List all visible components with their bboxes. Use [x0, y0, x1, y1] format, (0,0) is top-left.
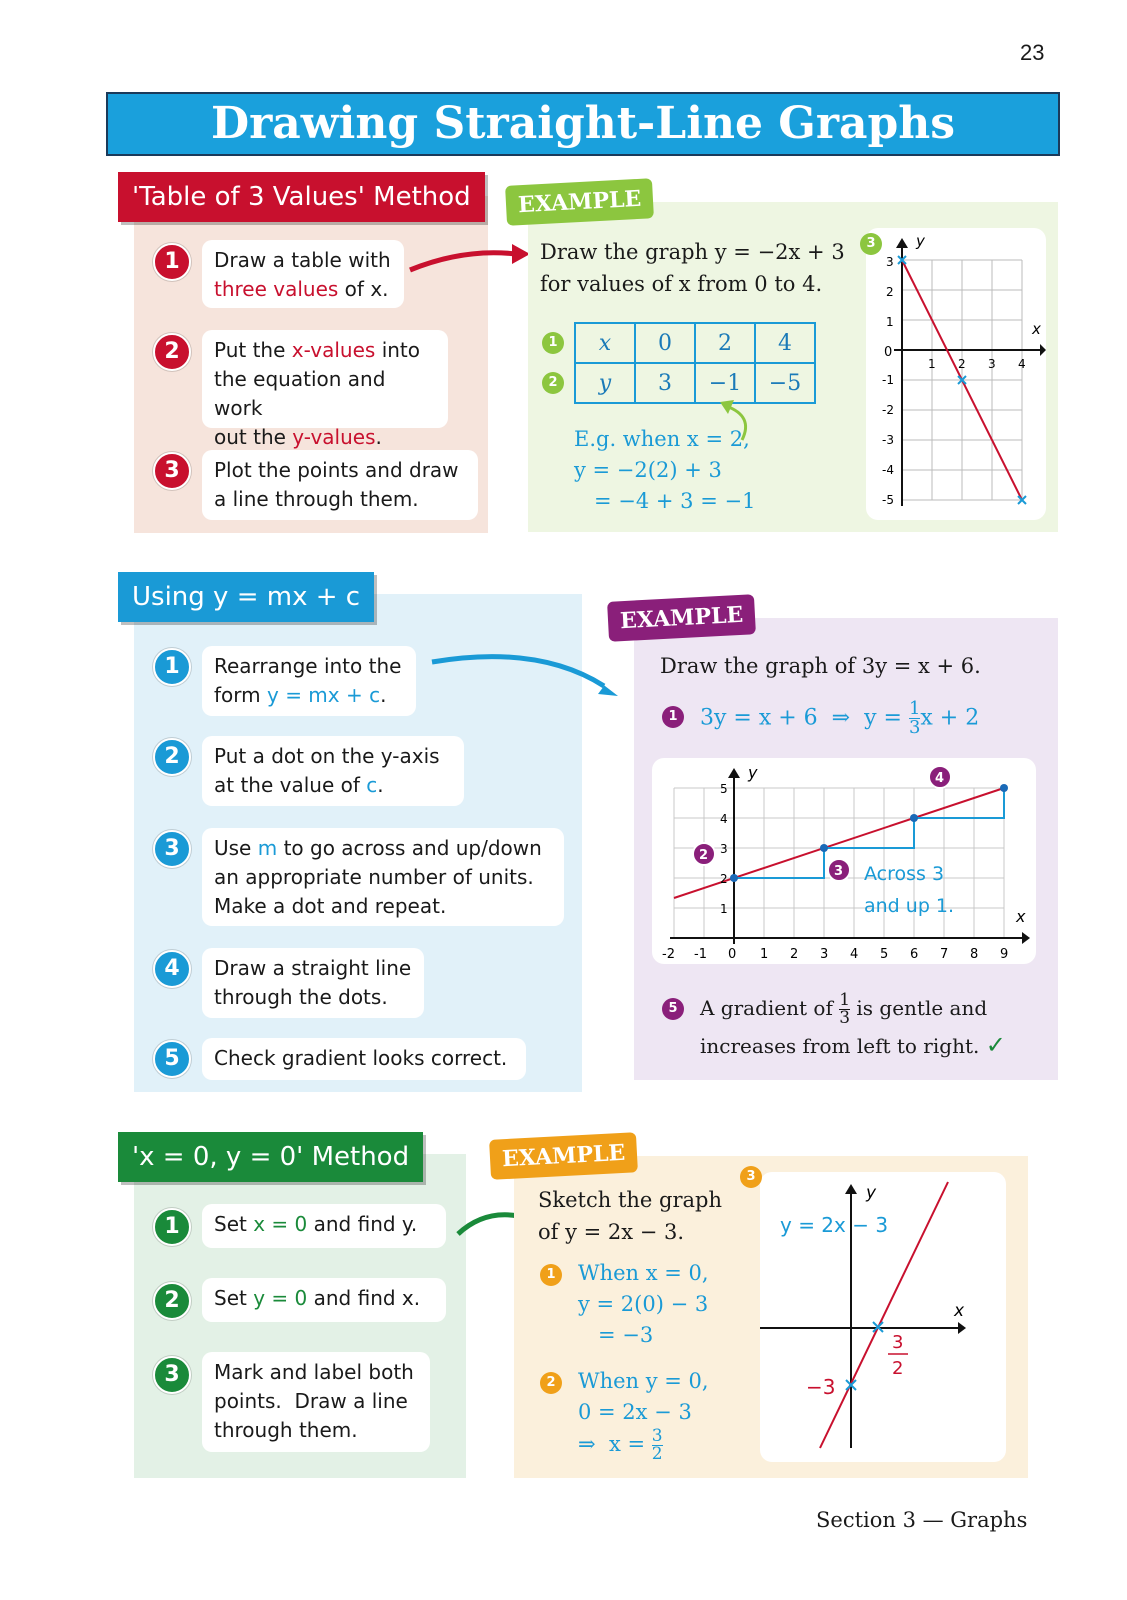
y-tick-label: 4 — [720, 812, 728, 826]
working-line: y = 2(0) − 3 — [578, 1292, 709, 1316]
x-tick-label: 2 — [790, 947, 799, 962]
x-tick-label: 6 — [910, 947, 919, 962]
table-cell: −5 — [755, 363, 815, 403]
step-number-badge: 2 — [540, 1372, 562, 1394]
x-intercept-den: 2 — [892, 1358, 904, 1379]
step-card — [202, 828, 564, 926]
working-line: When x = 0, — [578, 1261, 709, 1285]
fraction — [909, 700, 920, 737]
fraction-den: 3 — [839, 1008, 851, 1028]
origin-label: 0 — [728, 947, 737, 962]
table-cell: 2 — [695, 323, 755, 363]
table-cell: x — [575, 323, 635, 363]
y-axis-arrow — [896, 238, 908, 248]
working-line: y = −2(2) + 3 — [574, 458, 722, 482]
highlight-text: m — [257, 836, 278, 860]
working-line: = −4 + 3 = −1 — [594, 489, 756, 513]
x-tick-label: 3 — [988, 357, 996, 371]
y-tick-label: 3 — [720, 842, 728, 856]
highlight-text: y = 0 — [253, 1286, 308, 1310]
axis-label-x: x — [954, 1301, 965, 1321]
fraction — [652, 1428, 663, 1463]
step-text: an appropriate number of units. — [214, 865, 534, 889]
step-text: Use — [214, 836, 258, 860]
step-text: Draw a table with — [214, 248, 391, 272]
working-line: 0 = 2x − 3 — [578, 1400, 692, 1424]
highlight-text: c — [366, 773, 378, 797]
step-text: Rearrange into the — [214, 654, 402, 678]
step-card — [202, 1352, 430, 1452]
step-text: through the dots. — [214, 985, 388, 1009]
highlight-text: y-values — [292, 425, 376, 449]
table-cell: 3 — [635, 363, 695, 403]
step-text: Plot the points and draw — [214, 458, 459, 482]
x-axis-arrow — [958, 1322, 966, 1334]
page-number: 23 — [1020, 40, 1045, 65]
note-text: increases from left to right. — [700, 1034, 980, 1058]
step-text: to go across and up/down — [277, 836, 542, 860]
y-tick-label: -1 — [882, 373, 894, 387]
example-line: for values of x from 0 to 4. — [540, 272, 823, 296]
fraction-num: 3 — [651, 1426, 663, 1446]
step-card — [202, 1278, 446, 1322]
step-number-badge: 1 — [662, 706, 684, 728]
x-tick-label: 9 — [1000, 947, 1009, 962]
step-text: Mark and label both — [214, 1360, 414, 1384]
y-axis-arrow — [845, 1184, 857, 1194]
highlight-text: x = 0 — [253, 1212, 308, 1236]
y-tick-label: 5 — [720, 782, 728, 796]
highlight-text: x-values — [291, 338, 376, 362]
table-cell: −1 — [695, 363, 755, 403]
gradient-note — [700, 990, 1006, 1064]
graph-table-method — [866, 228, 1046, 520]
rearrange-right: x + 2 — [920, 705, 980, 731]
working-line: E.g. when x = 2, — [574, 427, 750, 451]
fraction-num: 1 — [839, 990, 851, 1010]
y-axis-arrow — [728, 768, 740, 778]
step-card — [202, 450, 478, 520]
highlight-text: three values — [214, 277, 339, 301]
step-text: at the value of — [214, 773, 367, 797]
step-number-badge: 2 — [153, 1282, 191, 1320]
step-card — [202, 646, 416, 716]
step-marker-label: 2 — [699, 848, 709, 863]
annotation-across: Across 3 — [864, 863, 945, 885]
x-tick-label: 1 — [928, 357, 936, 371]
step-number-badge: 2 — [153, 333, 191, 371]
origin-label: 0 — [884, 345, 893, 360]
page-title: Drawing Straight-Line Graphs — [106, 92, 1060, 156]
step-text: Make a dot and repeat. — [214, 894, 447, 918]
step-number-badge: 2 — [153, 738, 191, 776]
x-axis-arrow — [1022, 932, 1030, 944]
step-card — [202, 1204, 446, 1248]
step-number-badge: 4 — [153, 950, 191, 988]
y-tick-label: -4 — [882, 463, 894, 477]
step-text: out the — [214, 425, 293, 449]
step-number-badge: 3 — [153, 830, 191, 868]
working-line: = −3 — [598, 1323, 654, 1347]
step-text: . — [380, 683, 387, 707]
step-text: points. Draw a line — [214, 1389, 408, 1413]
table-row — [575, 323, 815, 363]
rearrange-left: 3y = x + 6 ⇒ y = — [700, 705, 909, 731]
annotation-up: and up 1. — [864, 895, 955, 917]
working-line: ⇒ x = — [578, 1432, 652, 1456]
table-row — [575, 363, 815, 403]
fraction — [839, 992, 850, 1027]
table-of-values — [574, 322, 816, 404]
step-text: Draw a straight line — [214, 956, 412, 980]
y-tick-label: -5 — [882, 493, 894, 507]
working-text — [578, 1366, 709, 1463]
axis-label-y: y — [916, 232, 925, 250]
x-tick-label: -1 — [694, 947, 707, 962]
step-text: into — [375, 338, 421, 362]
rearrange-equation — [700, 700, 979, 737]
x-tick-label: 2 — [958, 357, 966, 371]
step-card — [202, 736, 464, 806]
x-tick-label: -2 — [662, 947, 675, 962]
fraction-den: 3 — [908, 717, 921, 738]
x-tick-label: 1 — [760, 947, 769, 962]
table-cell: 4 — [755, 323, 815, 363]
arrow-icon — [404, 238, 534, 278]
y-intercept-label: −3 — [806, 1375, 836, 1399]
x-intercept-num: 3 — [892, 1332, 904, 1353]
working-line: When y = 0, — [578, 1369, 709, 1393]
y-tick-label: 1 — [886, 315, 894, 329]
step-number-badge: 1 — [153, 648, 191, 686]
step-marker-label: 3 — [834, 864, 844, 879]
step-number-badge: 5 — [153, 1040, 191, 1078]
y-tick-label: 2 — [886, 285, 894, 299]
section-footer: Section 3 — Graphs — [816, 1508, 1028, 1532]
step-number-badge: 3 — [860, 233, 882, 255]
graph-mx-plus-c — [652, 758, 1036, 964]
check-icon: ✓ — [985, 1031, 1006, 1059]
step-number-badge: 1 — [153, 1208, 191, 1246]
example-tag: EXAMPLE — [607, 594, 756, 642]
fraction-num: 1 — [908, 698, 921, 719]
x-tick-label: 3 — [820, 947, 829, 962]
note-text: is gentle and — [850, 996, 988, 1020]
step-text: a line through them. — [214, 487, 419, 511]
y-tick-label: 2 — [720, 872, 728, 886]
step-marker-label: 4 — [935, 771, 945, 786]
note-text: A gradient of — [700, 996, 840, 1020]
x-tick-label: 7 — [940, 947, 949, 962]
section1-heading: 'Table of 3 Values' Method — [118, 172, 485, 222]
x-axis-arrow — [1040, 344, 1046, 356]
x-tick-label: 8 — [970, 947, 979, 962]
fraction-den: 2 — [651, 1444, 663, 1464]
working-text — [578, 1258, 709, 1351]
step-card — [202, 330, 448, 449]
example-line: of y = 2x − 3. — [538, 1220, 685, 1244]
axis-label-y: y — [866, 1183, 877, 1203]
section3-heading: 'x = 0, y = 0' Method — [118, 1132, 423, 1182]
step-number-badge: 1 — [540, 1264, 562, 1286]
step-text: Put a dot on the y-axis — [214, 744, 440, 768]
x-tick-label: 4 — [1018, 357, 1026, 371]
step-number-badge: 3 — [153, 452, 191, 490]
section2-heading: Using y = mx + c — [118, 572, 374, 622]
step-card — [202, 1038, 526, 1080]
example-question — [538, 1184, 722, 1248]
table-cell: 0 — [635, 323, 695, 363]
step-card — [202, 240, 404, 308]
step-text: form — [214, 683, 267, 707]
y-tick-label: 3 — [886, 255, 894, 269]
step-text: . — [375, 425, 382, 449]
y-tick-label: -2 — [882, 403, 894, 417]
example-question: Draw the graph of 3y = x + 6. — [660, 654, 981, 678]
step-text: of x. — [338, 277, 389, 301]
row-number-badge: 2 — [542, 372, 564, 394]
x-tick-label: 4 — [850, 947, 859, 962]
row-number-badge: 1 — [542, 332, 564, 354]
step-number-badge: 5 — [662, 998, 684, 1020]
example-tag: EXAMPLE — [489, 1132, 638, 1180]
working-text — [574, 424, 755, 517]
step-card — [202, 948, 424, 1018]
example-line: Draw the graph y = −2x + 3 — [540, 240, 845, 264]
step-text: the equation and work — [214, 367, 386, 420]
step-number-badge: 3 — [153, 1356, 191, 1394]
step-number-badge: 3 — [740, 1166, 762, 1188]
step-text: . — [377, 773, 384, 797]
y-tick-label: 1 — [720, 902, 728, 916]
example-tag: EXAMPLE — [505, 178, 654, 226]
example-line: Sketch the graph — [538, 1188, 722, 1212]
step-text: Put the — [214, 338, 292, 362]
step-text: and find y. — [307, 1212, 418, 1236]
example-question — [540, 236, 845, 300]
step-text: and find x. — [307, 1286, 421, 1310]
step-text: Check gradient looks correct. — [214, 1046, 508, 1070]
graph-sketch — [760, 1172, 1006, 1462]
x-tick-label: 5 — [880, 947, 889, 962]
table-cell: y — [575, 363, 635, 403]
y-tick-label: -3 — [882, 433, 894, 447]
axis-label-y: y — [748, 763, 758, 782]
step-text: Set — [214, 1212, 254, 1236]
axis-label-x: x — [1032, 320, 1041, 338]
step-text: through them. — [214, 1418, 358, 1442]
arrow-icon — [428, 650, 628, 700]
axis-label-x: x — [1016, 907, 1026, 926]
line-equation-label: y = 2x − 3 — [780, 1213, 889, 1237]
highlight-text: y = mx + c — [267, 683, 381, 707]
step-number-badge: 1 — [153, 243, 191, 281]
step-text: Set — [214, 1286, 254, 1310]
